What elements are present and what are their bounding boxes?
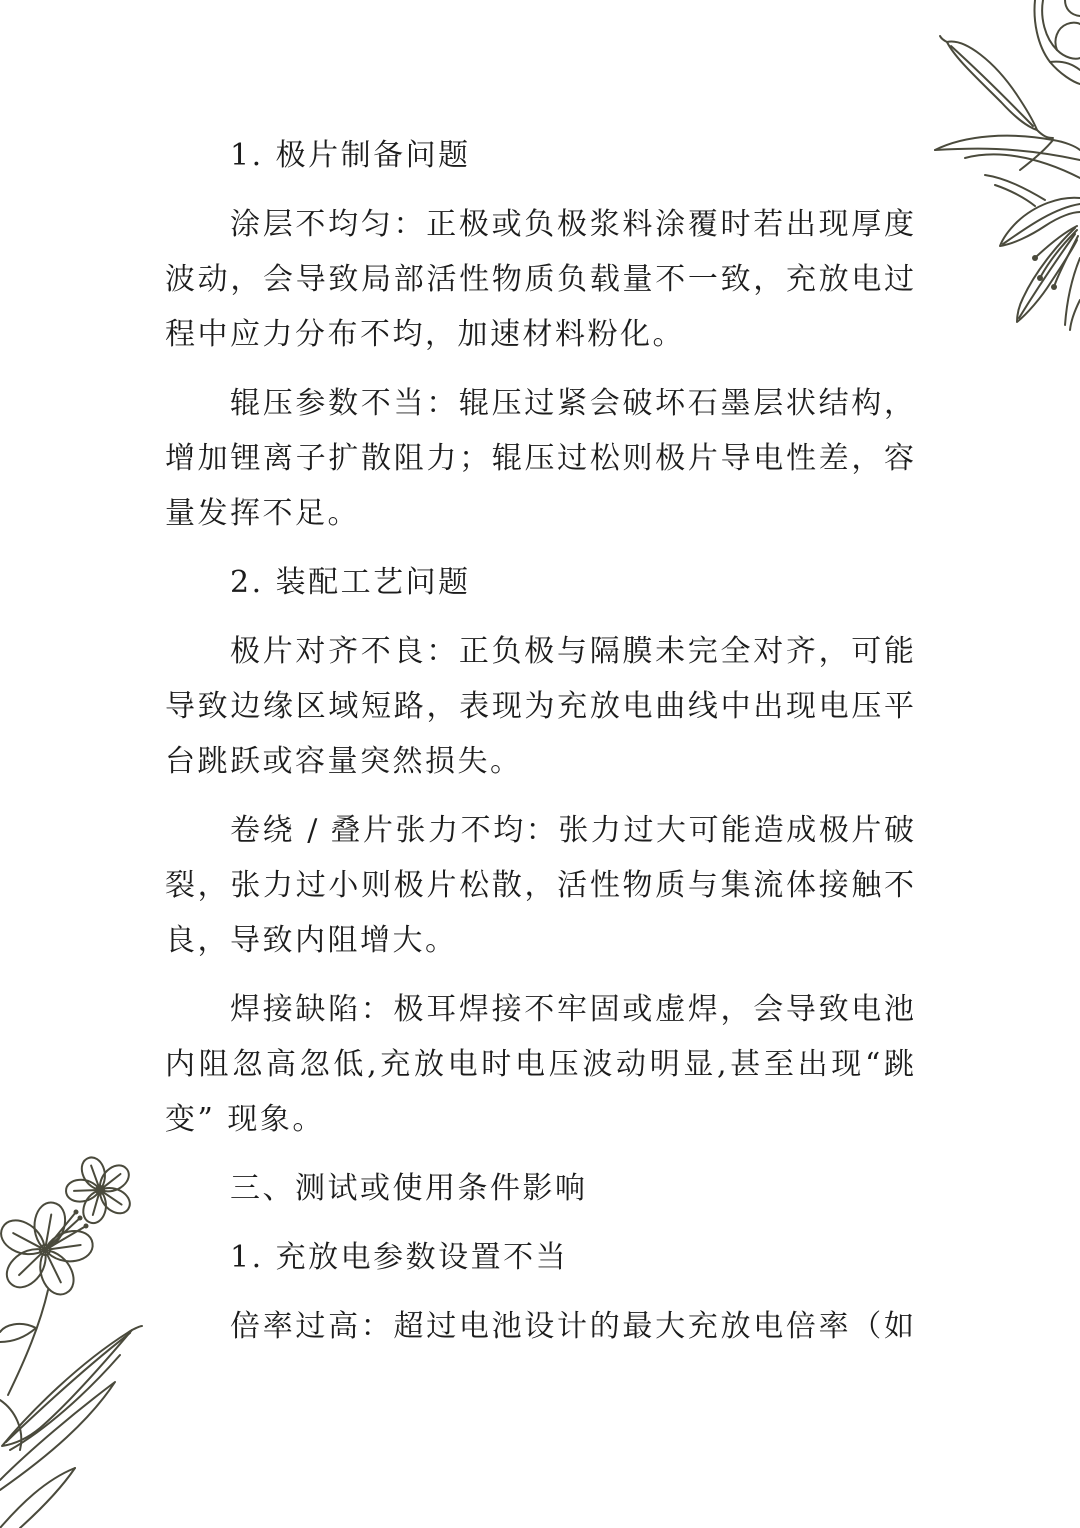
paragraph-line: 倍率过高：超过电池设计的最大充放电倍率（如 (230, 1309, 915, 1344)
floral-ornament-bottom-left (0, 1150, 160, 1528)
document-body (165, 128, 915, 1368)
section-heading (165, 1230, 915, 1285)
floral-ornament-top-right (925, 0, 1080, 340)
paragraph-line: 程中应力分布不均，加速材料粉化。 (165, 317, 685, 352)
section-heading (165, 1161, 915, 1216)
paragraph-line: 导致边缘区域短路，表现为充放电曲线中出现电压平 (165, 689, 915, 724)
paragraph-line: 焊接缺陷：极耳焊接不牢固或虚焊，会导致电池 (230, 992, 915, 1027)
paragraph-line: 内阻忽高忽低,充放电时电压波动明显,甚至出现“跳 (165, 1047, 915, 1082)
lily-bud (940, 36, 1053, 138)
paragraph (165, 982, 915, 1147)
blossom-small (66, 1154, 135, 1225)
lily-flower-open (1000, 198, 1080, 330)
lily-flower-top (1035, 0, 1080, 84)
leaves (935, 136, 1080, 206)
heading-text: 1. 充放电参数设置不当 (230, 1240, 569, 1275)
paragraph-line: 卷绕 / 叠片张力不均：张力过大可能造成极片破 (230, 813, 915, 848)
blossom-large (0, 1200, 95, 1300)
section-heading (165, 555, 915, 610)
paragraph-line: 台跳跃或容量突然损失。 (165, 744, 523, 779)
paragraph-line: 极片对齐不良：正负极与隔膜未完全对齐，可能 (230, 634, 915, 669)
paragraph-line: 辊压参数不当：辊压过紧会破坏石墨层状结构， (230, 386, 915, 421)
leaves-bottom (0, 1382, 115, 1528)
paragraph-line: 裂，张力过小则极片松散，活性物质与集流体接触不 (165, 868, 915, 903)
paragraph (165, 803, 915, 968)
heading-text: 1. 极片制备问题 (230, 138, 471, 173)
paragraph-line: 涂层不均匀：正极或负极浆料涂覆时若出现厚度 (230, 207, 915, 242)
paragraph-line: 增加锂离子扩散阻力；辊压过松则极片导电性差，容 (165, 441, 915, 476)
section-heading (165, 128, 915, 183)
paragraph-line: 良，导致内阻增大。 (165, 923, 458, 958)
paragraph (165, 1299, 915, 1354)
heading-text: 2. 装配工艺问题 (230, 565, 471, 600)
paragraph (165, 376, 915, 541)
heading-text: 三、测试或使用条件影响 (230, 1171, 588, 1206)
paragraph (165, 624, 915, 789)
paragraph-line: 变” 现象。 (165, 1102, 325, 1137)
paragraph-line: 波动，会导致局部活性物质负载量不一致，充放电过 (165, 262, 915, 297)
paragraph (165, 197, 915, 362)
paragraph-line: 量发挥不足。 (165, 496, 360, 531)
